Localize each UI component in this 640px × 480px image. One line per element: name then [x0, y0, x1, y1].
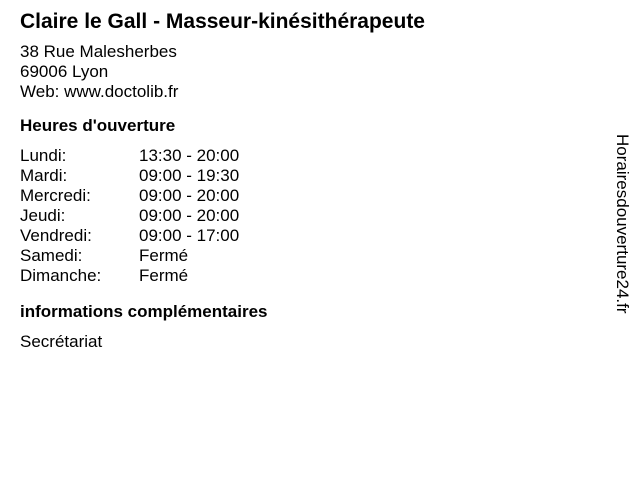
- hours-row-jeudi: [20, 206, 580, 226]
- hours-row-mardi: [20, 166, 580, 186]
- address-block: [20, 42, 580, 102]
- business-card: [20, 9, 580, 352]
- hours-time: 09:00 - 19:30: [139, 166, 240, 185]
- hours-time: 09:00 - 20:00: [139, 186, 240, 205]
- hours-time: Fermé: [139, 266, 189, 285]
- address-street: 38 Rue Malesherbes: [20, 42, 177, 61]
- hours-day: Samedi:: [20, 246, 83, 265]
- info-heading: informations complémentaires: [20, 302, 268, 321]
- hours-time: 13:30 - 20:00: [139, 146, 240, 165]
- hours-row-vendredi: [20, 226, 580, 246]
- hours-table: [20, 146, 580, 286]
- hours-day: Vendredi:: [20, 226, 92, 245]
- hours-row-lundi: [20, 146, 580, 166]
- hours-day: Mercredi:: [20, 186, 91, 205]
- hours-day: Mardi:: [20, 166, 68, 185]
- hours-row-dimanche: [20, 266, 580, 286]
- hours-heading: Heures d'ouverture: [20, 116, 176, 135]
- hours-time: 09:00 - 20:00: [139, 206, 240, 225]
- hours-time: 09:00 - 17:00: [139, 226, 240, 245]
- brand-watermark: Horairesdouverture24.fr: [613, 134, 632, 314]
- info-text: Secrétariat: [20, 332, 103, 351]
- business-title: Claire le Gall - Masseur-kinésithérapeute: [20, 10, 425, 33]
- hours-row-mercredi: [20, 186, 580, 206]
- address-city: 69006 Lyon: [20, 62, 109, 81]
- hours-day: Jeudi:: [20, 206, 66, 225]
- hours-day: Dimanche:: [20, 266, 102, 285]
- hours-time: Fermé: [139, 246, 189, 265]
- hours-row-samedi: [20, 246, 580, 266]
- address-web: Web: www.doctolib.fr: [20, 82, 179, 101]
- hours-day: Lundi:: [20, 146, 67, 165]
